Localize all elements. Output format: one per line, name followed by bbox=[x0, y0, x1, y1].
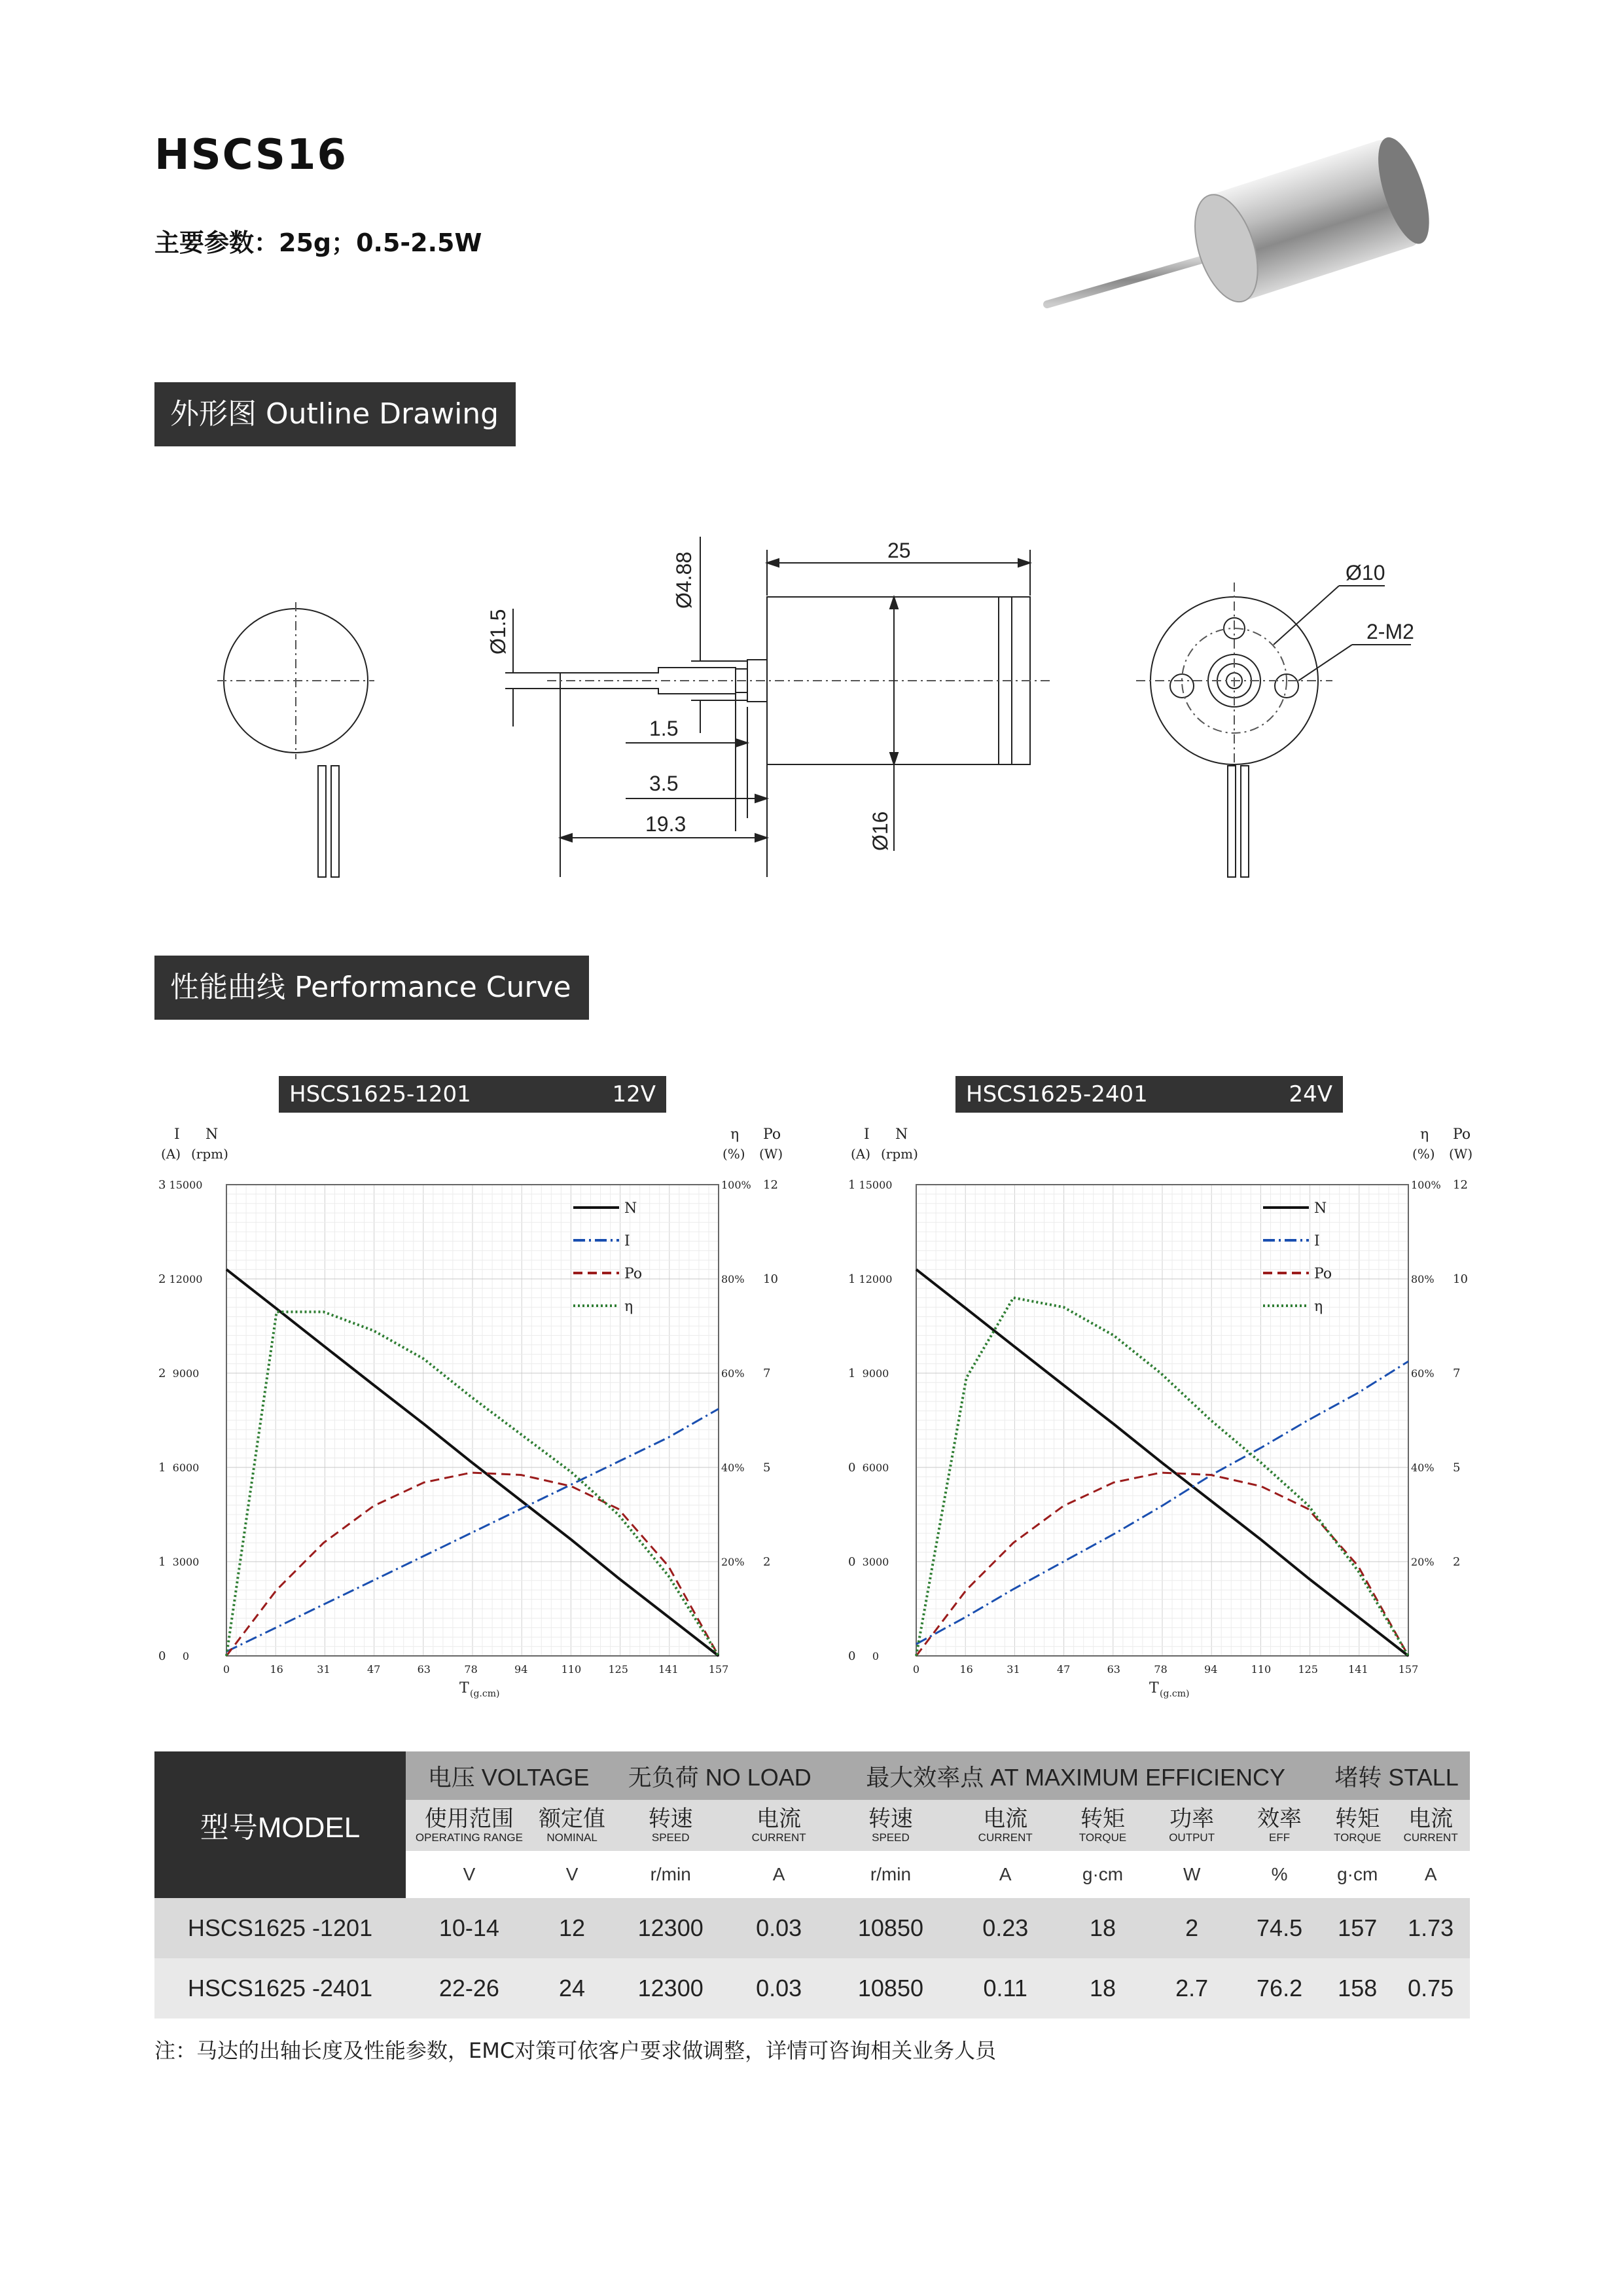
tick-label-x: 94 bbox=[1204, 1663, 1218, 1676]
value-cell: 0.03 bbox=[730, 1958, 828, 2018]
subheader-7 bbox=[1148, 1800, 1236, 1851]
value-cell: 2.7 bbox=[1148, 1958, 1236, 2018]
subheader-zh: 电流 bbox=[1408, 1806, 1454, 1831]
chart1-header bbox=[279, 1076, 666, 1113]
subheader-zh: 转速 bbox=[648, 1806, 693, 1831]
axis-label-eta: η bbox=[1420, 1126, 1429, 1143]
product-title: HSCS16 bbox=[154, 131, 348, 179]
tick-label-N: 6000 bbox=[862, 1462, 889, 1474]
section-performance-curve: 性能曲线 Performance Curve bbox=[154, 956, 589, 1020]
tick-label-N: 6000 bbox=[172, 1462, 200, 1474]
subheader-3 bbox=[730, 1800, 828, 1851]
x-axis-label: T bbox=[1149, 1680, 1159, 1696]
tick-label-I: 1 bbox=[848, 1272, 856, 1286]
value-cell: 12300 bbox=[611, 1898, 730, 1958]
svg-text:25: 25 bbox=[887, 539, 911, 562]
tick-label-N: 9000 bbox=[172, 1367, 200, 1380]
tick-label-eta: 80% bbox=[1411, 1273, 1435, 1285]
subheader-en: CURRENT bbox=[751, 1831, 806, 1844]
tick-label-x: 157 bbox=[708, 1663, 729, 1676]
tick-label-Po: 12 bbox=[1453, 1178, 1468, 1192]
axis-label-N: N bbox=[205, 1126, 219, 1143]
table-row bbox=[154, 1898, 1470, 1958]
tick-label-eta: 80% bbox=[721, 1273, 745, 1285]
value-cell: 1.73 bbox=[1391, 1898, 1470, 1958]
subheader-en: CURRENT bbox=[978, 1831, 1033, 1844]
svg-text:1.5: 1.5 bbox=[649, 717, 679, 740]
tick-label-Po: 2 bbox=[763, 1555, 771, 1569]
tick-label-x: 63 bbox=[417, 1663, 431, 1676]
value-cell: 0.75 bbox=[1391, 1958, 1470, 2018]
subheader-en: SPEED bbox=[872, 1831, 910, 1844]
chart1-voltage: 12V bbox=[612, 1081, 656, 1107]
svg-text:19.3: 19.3 bbox=[645, 812, 687, 836]
tick-label-I: 3 bbox=[158, 1178, 166, 1192]
subheader-4 bbox=[828, 1800, 954, 1851]
subheader-en: EFF bbox=[1269, 1831, 1291, 1844]
legend-label: Po bbox=[624, 1266, 643, 1282]
value-cell: 0.23 bbox=[954, 1898, 1058, 1958]
outline-drawing bbox=[154, 511, 1470, 903]
chart1-model: HSCS1625-1201 bbox=[289, 1081, 471, 1107]
value-cell: 24 bbox=[533, 1958, 612, 2018]
unit-cell: V bbox=[533, 1851, 612, 1898]
tick-label-x: 94 bbox=[514, 1663, 528, 1676]
subheader-6 bbox=[1058, 1800, 1149, 1851]
chart2-voltage: 24V bbox=[1289, 1081, 1332, 1107]
subheader-zh: 电流 bbox=[983, 1806, 1028, 1831]
tick-label-x: 0 bbox=[223, 1663, 230, 1676]
subheader-en: NOMINAL bbox=[546, 1831, 597, 1844]
performance-chart-12v bbox=[154, 1113, 796, 1702]
subheader-en: OPERATING RANGE bbox=[415, 1831, 523, 1844]
subheader-zh: 电流 bbox=[757, 1806, 802, 1831]
tick-label-x: 157 bbox=[1398, 1663, 1419, 1676]
legend-label: I bbox=[624, 1233, 630, 1249]
value-cell: 76.2 bbox=[1236, 1958, 1323, 2018]
svg-text:Ø4.88: Ø4.88 bbox=[672, 551, 696, 609]
svg-text:Ø10: Ø10 bbox=[1346, 561, 1385, 584]
tick-label-Po: 7 bbox=[1453, 1367, 1461, 1380]
subheader-zh: 转速 bbox=[868, 1806, 913, 1831]
axis-label-eta: η bbox=[730, 1126, 740, 1143]
tick-label-N: 12000 bbox=[169, 1273, 203, 1285]
tick-label-I: 0 bbox=[848, 1461, 856, 1475]
axis-label-Po: Po bbox=[763, 1126, 781, 1143]
rear-view bbox=[1136, 561, 1414, 877]
unit-cell: W bbox=[1148, 1851, 1236, 1898]
table-row bbox=[154, 1958, 1470, 2018]
value-cell: 74.5 bbox=[1236, 1898, 1323, 1958]
unit-cell: A bbox=[954, 1851, 1058, 1898]
subheader-zh: 使用范围 bbox=[424, 1806, 514, 1831]
front-view bbox=[217, 602, 374, 877]
group-max-efficiency: 最大效率点 AT MAXIMUM EFFICIENCY bbox=[828, 1751, 1323, 1800]
tick-label-eta: 100% bbox=[1411, 1179, 1441, 1191]
tick-label-I: 1 bbox=[158, 1555, 166, 1569]
tick-label-x: 125 bbox=[1298, 1663, 1318, 1676]
tick-label-N: 0 bbox=[182, 1650, 190, 1662]
group-no-load: 无负荷 NO LOAD bbox=[611, 1751, 828, 1800]
legend-label: η bbox=[1314, 1299, 1323, 1315]
tick-label-eta: 40% bbox=[1411, 1462, 1435, 1474]
side-view bbox=[486, 537, 1051, 877]
tick-label-eta: 60% bbox=[1411, 1367, 1435, 1380]
axis-unit-N: (rpm) bbox=[191, 1146, 228, 1162]
subheader-1 bbox=[533, 1800, 612, 1851]
tick-label-x: 0 bbox=[912, 1663, 920, 1676]
subheader-en: SPEED bbox=[651, 1831, 690, 1844]
svg-text:Ø16: Ø16 bbox=[868, 811, 892, 851]
tick-label-eta: 100% bbox=[721, 1179, 751, 1191]
motor-product-image bbox=[1021, 131, 1453, 353]
tick-label-x: 47 bbox=[366, 1663, 381, 1676]
tick-label-I: 0 bbox=[158, 1649, 166, 1663]
tick-label-x: 16 bbox=[959, 1663, 973, 1676]
tick-label-x: 110 bbox=[561, 1663, 582, 1676]
unit-cell: A bbox=[1391, 1851, 1470, 1898]
tick-label-I: 2 bbox=[158, 1367, 166, 1380]
tick-label-x: 110 bbox=[1251, 1663, 1272, 1676]
tick-label-I: 1 bbox=[848, 1367, 856, 1380]
axis-unit-I: (A) bbox=[161, 1146, 181, 1162]
tick-label-eta: 20% bbox=[721, 1556, 745, 1568]
unit-cell: g·cm bbox=[1058, 1851, 1149, 1898]
chart2-model: HSCS1625-2401 bbox=[966, 1081, 1148, 1107]
subheader-zh: 额定值 bbox=[539, 1806, 606, 1831]
tick-label-Po: 12 bbox=[763, 1178, 778, 1192]
subheader-0 bbox=[406, 1800, 533, 1851]
axis-unit-N: (rpm) bbox=[881, 1146, 918, 1162]
tick-label-N: 9000 bbox=[862, 1367, 889, 1380]
tick-label-Po: 10 bbox=[1453, 1272, 1468, 1286]
unit-cell: A bbox=[730, 1851, 828, 1898]
value-cell: 157 bbox=[1323, 1898, 1391, 1958]
tick-label-x: 16 bbox=[270, 1663, 283, 1676]
svg-text:2-M2: 2-M2 bbox=[1366, 620, 1414, 643]
axis-label-I: I bbox=[174, 1126, 180, 1143]
tick-label-N: 3000 bbox=[172, 1556, 200, 1568]
tick-label-x: 141 bbox=[1348, 1663, 1368, 1676]
tick-label-Po: 5 bbox=[763, 1461, 771, 1475]
axis-unit-Po: (W) bbox=[759, 1146, 783, 1162]
subheader-zh: 功率 bbox=[1169, 1806, 1215, 1831]
tick-label-Po: 7 bbox=[763, 1367, 771, 1380]
tick-label-N: 15000 bbox=[169, 1179, 203, 1191]
svg-text:3.5: 3.5 bbox=[649, 772, 679, 795]
axis-unit-eta: (%) bbox=[722, 1146, 745, 1162]
tick-label-I: 1 bbox=[848, 1178, 856, 1192]
tick-label-x: 31 bbox=[317, 1663, 330, 1676]
value-cell: 22-26 bbox=[406, 1958, 533, 2018]
unit-cell: g·cm bbox=[1323, 1851, 1391, 1898]
specification-table bbox=[154, 1751, 1470, 2018]
section-outline-drawing: 外形图 Outline Drawing bbox=[154, 382, 516, 446]
tick-label-I: 1 bbox=[158, 1461, 166, 1475]
subheader-9 bbox=[1323, 1800, 1391, 1851]
tick-label-N: 15000 bbox=[859, 1179, 893, 1191]
tick-label-x: 141 bbox=[658, 1663, 679, 1676]
tick-label-Po: 5 bbox=[1453, 1461, 1461, 1475]
tick-label-x: 78 bbox=[464, 1663, 478, 1676]
subheader-en: CURRENT bbox=[1403, 1831, 1458, 1844]
tick-label-x: 47 bbox=[1056, 1663, 1071, 1676]
axis-unit-I: (A) bbox=[851, 1146, 871, 1162]
subheader-2 bbox=[611, 1800, 730, 1851]
axis-label-I: I bbox=[864, 1126, 870, 1143]
chart2-header bbox=[955, 1076, 1343, 1113]
svg-text:Ø1.5: Ø1.5 bbox=[486, 609, 510, 655]
footnote: 注：马达的出轴长度及性能参数，EMC对策可依客户要求做调整，详情可咨询相关业务人员 bbox=[154, 2038, 997, 2063]
unit-cell: r/min bbox=[828, 1851, 954, 1898]
value-cell: 10850 bbox=[828, 1898, 954, 1958]
axis-unit-Po: (W) bbox=[1449, 1146, 1473, 1162]
tick-label-eta: 60% bbox=[721, 1367, 745, 1380]
subheader-10 bbox=[1391, 1800, 1470, 1851]
tick-label-x: 31 bbox=[1007, 1663, 1020, 1676]
value-cell: 18 bbox=[1058, 1898, 1149, 1958]
subheader-8 bbox=[1236, 1800, 1323, 1851]
tick-label-I: 0 bbox=[848, 1649, 856, 1663]
tick-label-x: 125 bbox=[608, 1663, 628, 1676]
x-axis-unit: (g.cm) bbox=[1160, 1689, 1190, 1699]
tick-label-N: 0 bbox=[872, 1650, 880, 1662]
value-cell: 10850 bbox=[828, 1958, 954, 2018]
legend-label: N bbox=[624, 1200, 637, 1217]
group-voltage: 电压 VOLTAGE bbox=[406, 1751, 611, 1800]
tick-label-x: 78 bbox=[1154, 1663, 1168, 1676]
main-parameters: 主要参数：25g；0.5-2.5W bbox=[154, 228, 482, 257]
unit-cell: r/min bbox=[611, 1851, 730, 1898]
value-cell: 12 bbox=[533, 1898, 612, 1958]
value-cell: 0.11 bbox=[954, 1958, 1058, 2018]
tick-label-N: 3000 bbox=[862, 1556, 889, 1568]
legend-label: N bbox=[1314, 1200, 1327, 1217]
group-stall: 堵转 STALL bbox=[1323, 1751, 1470, 1800]
model-header: 型号MODEL bbox=[154, 1751, 406, 1898]
subheader-5 bbox=[954, 1800, 1058, 1851]
subheader-zh: 转矩 bbox=[1080, 1806, 1126, 1831]
unit-cell: % bbox=[1236, 1851, 1323, 1898]
legend-label: η bbox=[624, 1299, 633, 1315]
subheader-zh: 转矩 bbox=[1335, 1806, 1380, 1831]
axis-label-N: N bbox=[895, 1126, 908, 1143]
subheader-en: TORQUE bbox=[1079, 1831, 1127, 1844]
legend-label: I bbox=[1314, 1233, 1320, 1249]
tick-label-I: 2 bbox=[158, 1272, 166, 1286]
tick-label-Po: 2 bbox=[1453, 1555, 1461, 1569]
performance-chart-24v bbox=[844, 1113, 1486, 1702]
value-cell: 12300 bbox=[611, 1958, 730, 2018]
value-cell: 18 bbox=[1058, 1958, 1149, 2018]
axis-unit-eta: (%) bbox=[1412, 1146, 1435, 1162]
value-cell: 10-14 bbox=[406, 1898, 533, 1958]
subheader-en: TORQUE bbox=[1334, 1831, 1382, 1844]
tick-label-x: 63 bbox=[1107, 1663, 1120, 1676]
value-cell: 158 bbox=[1323, 1958, 1391, 2018]
tick-label-Po: 10 bbox=[763, 1272, 778, 1286]
tick-label-eta: 40% bbox=[721, 1462, 745, 1474]
model-cell: HSCS1625 -2401 bbox=[154, 1958, 406, 2018]
tick-label-I: 0 bbox=[848, 1555, 856, 1569]
model-cell: HSCS1625 -1201 bbox=[154, 1898, 406, 1958]
x-axis-unit: (g.cm) bbox=[470, 1689, 500, 1699]
axis-label-Po: Po bbox=[1453, 1126, 1471, 1143]
tick-label-eta: 20% bbox=[1411, 1556, 1435, 1568]
value-cell: 2 bbox=[1148, 1898, 1236, 1958]
x-axis-label: T bbox=[459, 1680, 469, 1696]
legend-label: Po bbox=[1314, 1266, 1332, 1282]
subheader-zh: 效率 bbox=[1257, 1806, 1302, 1831]
tick-label-N: 12000 bbox=[859, 1273, 893, 1285]
subheader-en: OUTPUT bbox=[1169, 1831, 1215, 1844]
unit-cell: V bbox=[406, 1851, 533, 1898]
value-cell: 0.03 bbox=[730, 1898, 828, 1958]
